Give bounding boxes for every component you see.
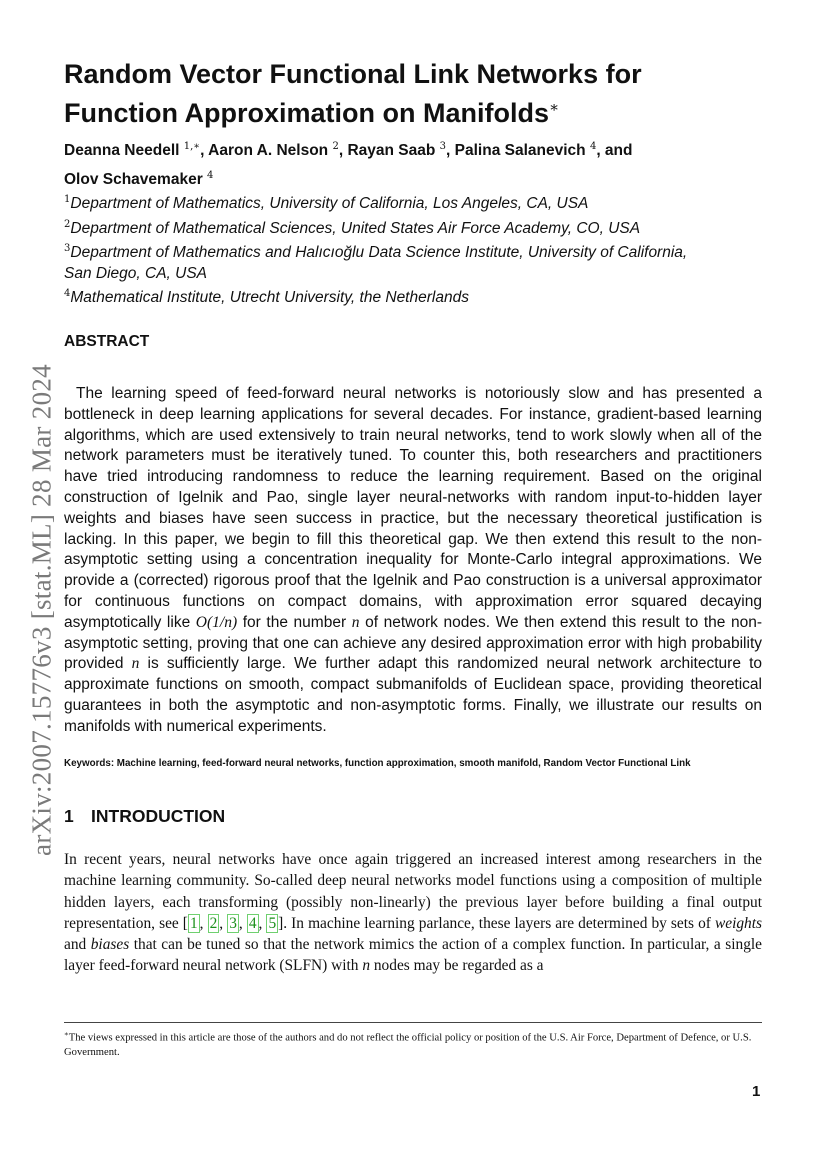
author: Aaron A. Nelson $^2$, bbox=[208, 141, 348, 160]
affiliation: $^3$Department of Mathematics and Halıcıoğlu Data Science Institute, University of California, San Diego, CA, USA bbox=[64, 243, 688, 282]
footnote: ∗The views expressed in this article are those of the authors and do not reflect the official policy or position of the U.S. Air Force, Department of Defence, or U.S. Government. bbox=[64, 1030, 752, 1058]
page-number: 1 bbox=[752, 1083, 761, 1100]
author: Rayan Saab $^3$, bbox=[347, 141, 455, 160]
title-footnote-mark[interactable]: ∗ bbox=[548, 98, 560, 116]
affiliation: $^4$Mathematical Institute, Utrecht University, the Netherlands bbox=[64, 288, 469, 307]
keywords: Keywords: Machine learning, feed-forward neural networks, function approximation, smooth manifold, Random Vector Functional Link bbox=[64, 758, 691, 769]
abstract-body: The learning speed of feed-forward neural networks is notoriously slow and has presented a bottleneck in deep learning applications for several decades. For instance, gradient-based learning algorithms, which are used extensively to train neural networks, tend to work slowly when all of the network parameters must be iteratively tuned. To counter this, both researchers and practitioners have tried introducing randomness to reduce the learning requirement. Based on the original construction of Igelnik and Pao, single layer neural-networks with random input-to-hidden layer weights and biases have seen success in practice, but the necessary theoretical justification is lacking. In this paper, we begin to fill this theoretical gap. We then extend this result to the non-asymptotic setting using a concentration inequality for Monte-Carlo integral approximations. We provide a (corrected) rigorous proof that the Igelnik and Pao construction is a universal approximator for continuous functions on compact domains, with approximation error squared decaying asymptotically like O(1/n) for the number n of network nodes. We then extend this result to the non-asymptotic setting, proving that one can achieve any desired approximation error with high probability provided n is sufficiently large. We further adapt this randomized neural network architecture to approximate functions on smooth, compact submanifolds of Euclidean space, providing theoretical guarantees in both the asymptotic and non-asymptotic forms. Finally, we illustrate our results on manifolds with numerical experiments. bbox=[64, 385, 763, 735]
author: Deanna Needell $^{1,∗}$, bbox=[64, 141, 209, 160]
paper-title bbox=[64, 58, 764, 130]
footnote-divider bbox=[64, 1022, 762, 1023]
math-big-o: O(1/n) bbox=[195, 613, 238, 631]
section-title: INTRODUCTION bbox=[91, 806, 226, 826]
affiliation: $^1$Department of Mathematics, University of California, Los Angeles, CA, USA bbox=[64, 194, 589, 213]
title-line-2: Function Approximation on Manifolds bbox=[64, 98, 549, 128]
introduction-paragraph: In recent years, neural networks have once again triggered an increased interest among researchers in the machine learning community. So-called deep neural networks model functions using a composition of multiple hidden layers, each transforming (possibly non-linearly) the previous layer before building a final output representation, see [ 1 , 2 , 3 , 4 , 5 ]. In machine learning parlance, these layers are determined by sets of weights and biases that can be tuned so that the network mimics the action of a complex function. In particular, a single layer feed-forward neural network (SLFN) with n nodes may be regarded as a bbox=[64, 851, 763, 975]
arxiv-side-banner: arXiv:2007.15776v3 [stat.ML] 28 Mar 2024 bbox=[26, 364, 57, 856]
affiliation: $^2$Department of Mathematical Sciences, United States Air Force Academy, CO, USA bbox=[64, 218, 641, 237]
section-number: 1 bbox=[64, 806, 74, 826]
abstract-heading: ABSTRACT bbox=[64, 333, 150, 350]
citation-link[interactable]: 3 bbox=[229, 914, 237, 932]
affiliation-list bbox=[64, 190, 704, 309]
citation-link[interactable]: 5 bbox=[268, 914, 277, 932]
section-heading-introduction bbox=[64, 806, 225, 827]
title-line-1: Random Vector Functional Link Networks for bbox=[64, 59, 642, 89]
author: Olov Schavemaker $^4$ bbox=[64, 170, 214, 189]
math-n: n bbox=[362, 957, 371, 975]
math-n: n bbox=[351, 613, 360, 631]
author: Palina Salanevich $^4$, and bbox=[454, 141, 633, 160]
author-list bbox=[64, 134, 764, 192]
citation-link[interactable]: 4 bbox=[248, 914, 257, 932]
citation-link[interactable]: 2 bbox=[209, 914, 218, 932]
math-n: n bbox=[131, 655, 140, 673]
citation-link[interactable]: 1 bbox=[189, 914, 198, 932]
